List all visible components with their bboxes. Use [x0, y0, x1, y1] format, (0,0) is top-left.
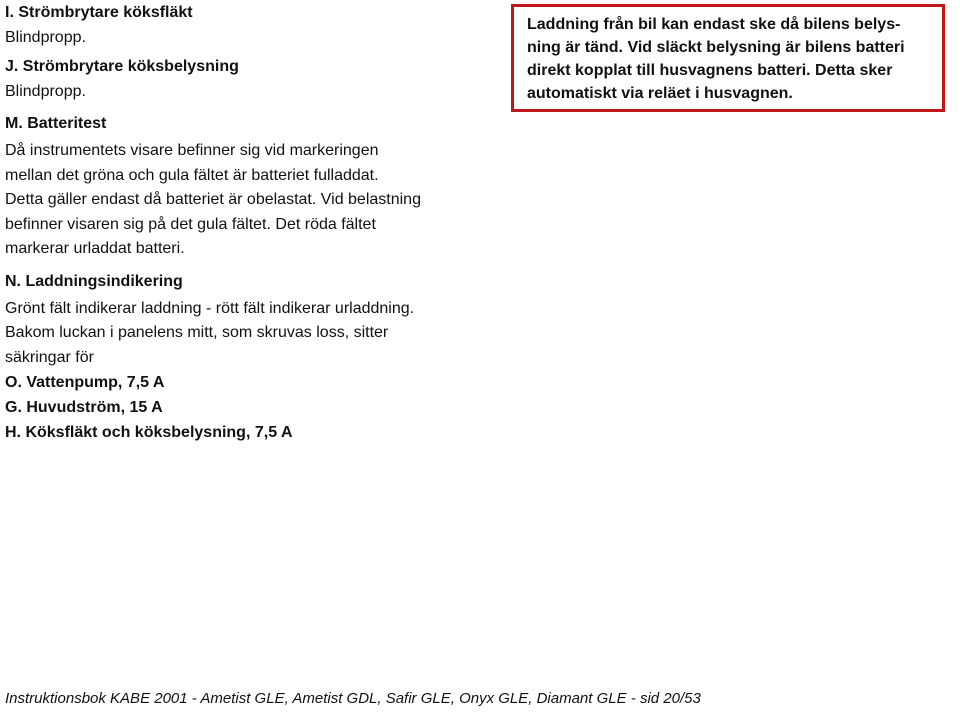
section-m-heading: M. Batteritest: [5, 115, 107, 132]
paragraph-line: Bakom luckan i panelens mitt, som skruvas loss, sitter: [5, 324, 389, 341]
paragraph-line: säkringar för: [5, 348, 94, 366]
note-line: ning är tänd. Vid släckt belysning är bilens batteri: [527, 39, 905, 56]
note-line: direkt kopplat till husvagnens batteri. Detta sker: [527, 62, 893, 79]
section-n-heading: N. Laddningsindikering: [5, 272, 183, 290]
section-m-paragraph: [5, 139, 495, 262]
section-n-paragraph: [5, 297, 495, 371]
fuse-o-line: O. Vattenpump, 7,5 A: [5, 374, 165, 391]
paragraph-line: Grönt fält indikerar laddning - rött fält indikerar urladdning.: [5, 299, 415, 317]
paragraph-line: mellan det gröna och gula fältet är batteriet fulladdat.: [5, 166, 379, 184]
note-line: Laddning från bil kan endast ske då bilens belys-: [527, 16, 901, 33]
note-line: automatiskt via reläet i husvagnen.: [527, 85, 793, 102]
paragraph-line: Då instrumentets visare befinner sig vid markeringen: [5, 142, 379, 159]
section-i-text: Blindpropp.: [5, 29, 86, 46]
paragraph-line: markerar urladdat batteri.: [5, 240, 185, 257]
fuse-g-line: G. Huvudström, 15 A: [5, 399, 163, 416]
paragraph-line: befinner visaren sig på det gula fältet. Det röda fältet: [5, 215, 376, 233]
section-j-text: Blindpropp.: [5, 83, 86, 100]
manual-content: [5, 0, 495, 445]
section-j-heading: J. Strömbrytare köksbelysning: [5, 58, 239, 75]
charging-note-box: [511, 4, 945, 112]
section-i-heading: I. Strömbrytare köksfläkt: [5, 4, 193, 21]
fuse-h-line: H. Köksfläkt och köksbelysning, 7,5 A: [5, 424, 293, 441]
paragraph-line: Detta gäller endast då batteriet är obelastat. Vid belastning: [5, 191, 421, 208]
page-footer: Instruktionsbok KABE 2001 - Ametist GLE, Ametist GDL, Safir GLE, Onyx GLE, Diamant GLE - sid 20/53: [5, 690, 701, 707]
